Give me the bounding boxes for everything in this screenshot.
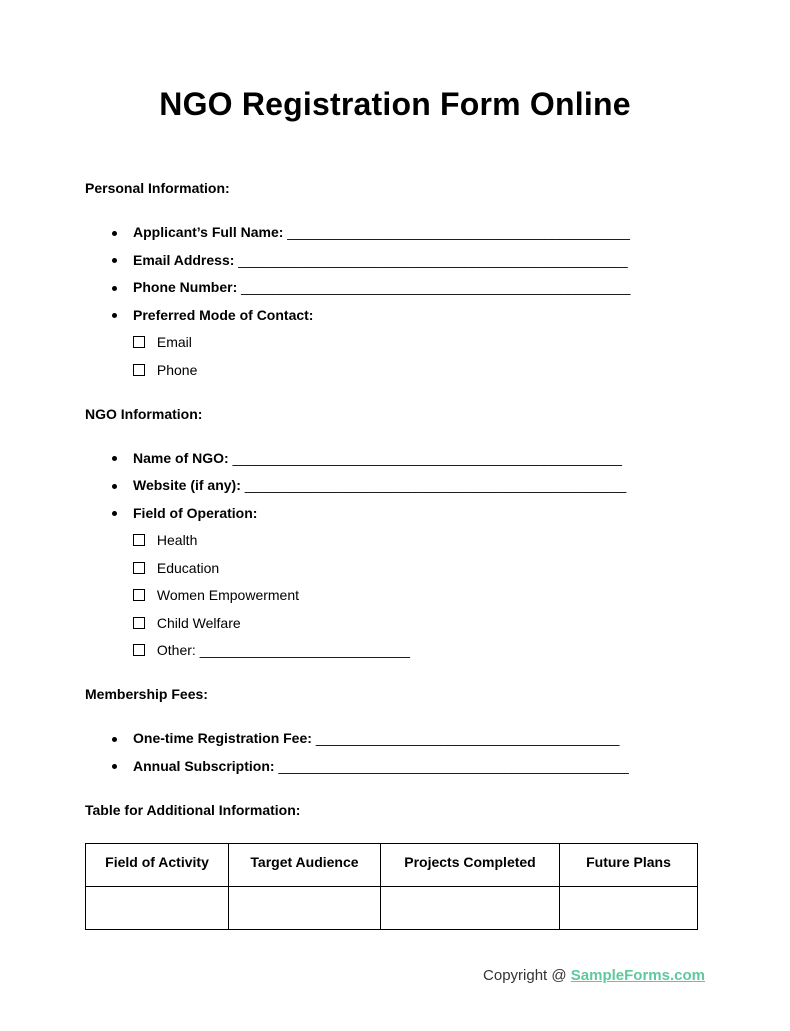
section-heading-additional-information: Table for Additional Information: [85, 801, 301, 818]
checkbox-option-health [85, 527, 705, 555]
phone-number-blank-line[interactable]: __________________________________________________ [241, 279, 631, 295]
form-field-applicant-full-name [85, 219, 705, 247]
checkbox-icon-other[interactable] [133, 644, 145, 656]
section-additional-information [85, 797, 705, 931]
footer [85, 964, 705, 988]
form-field-name-of-ngo [85, 445, 705, 473]
checkbox-option-other [85, 637, 705, 665]
other-blank-line[interactable]: ___________________________ [199, 642, 410, 658]
field-label-phone-number: Phone Number: [133, 279, 238, 295]
bullet-icon [112, 456, 117, 461]
copyright-text: Copyright @ [483, 967, 567, 984]
checkbox-option-child-welfare [85, 610, 705, 638]
page-title: NGO Registration Form Online [159, 86, 631, 122]
checkbox-icon-child-welfare[interactable] [133, 617, 145, 629]
table-cell-future-plans[interactable] [560, 887, 698, 930]
table-header-row [86, 844, 698, 887]
checkbox-icon-women-empowerment[interactable] [133, 589, 145, 601]
checkbox-option-women-empowerment [85, 582, 705, 610]
checkbox-label-education: Education [156, 559, 220, 576]
table-cell-projects-completed[interactable] [381, 887, 560, 930]
bullet-icon [112, 258, 117, 263]
bullet-icon [112, 737, 117, 742]
table-header-future-plans: Future Plans [560, 844, 698, 887]
sampleforms-link[interactable]: SampleForms.com [570, 967, 705, 984]
form-field-annual-subscription [85, 753, 705, 781]
additional-info-table [85, 843, 698, 930]
form-field-field-of-operation [85, 500, 705, 528]
annual-subscription-blank-line[interactable]: _____________________________________________ [278, 757, 629, 774]
form-field-website [85, 472, 705, 500]
checkbox-option-education [85, 555, 705, 583]
field-label-one-time-registration-fee: One-time Registration Fee: [133, 730, 312, 746]
bullet-icon [112, 511, 117, 516]
checkbox-icon-contact-email[interactable] [133, 336, 145, 348]
checkbox-option-contact-phone [85, 357, 705, 385]
form-field-one-time-registration-fee [85, 725, 705, 753]
checkbox-label-health: Health [156, 532, 198, 548]
field-label-field-of-operation: Field of Operation: [133, 504, 258, 521]
name-of-ngo-blank-line[interactable]: __________________________________________________ [232, 449, 622, 466]
section-heading-personal-information: Personal Information: [85, 180, 230, 196]
table-header-field-of-activity: Field of Activity [86, 844, 229, 887]
field-label-email-address: Email Address: [133, 251, 235, 268]
form-field-phone-number [85, 274, 705, 302]
section-personal-information [85, 175, 705, 384]
bullet-icon [112, 313, 117, 318]
field-label-preferred-mode-of-contact: Preferred Mode of Contact: [133, 306, 314, 323]
website-blank-line[interactable]: _________________________________________________ [244, 477, 627, 493]
table-header-target-audience: Target Audience [229, 844, 381, 887]
applicant-full-name-blank-line[interactable]: ____________________________________________ [287, 224, 630, 240]
checkbox-label-women-empowerment: Women Empowerment [156, 587, 300, 603]
checkbox-label-contact-email: Email [156, 334, 192, 350]
checkbox-label-child-welfare: Child Welfare [156, 614, 241, 631]
table-row [86, 887, 698, 930]
checkbox-option-contact-email [85, 329, 705, 357]
table-cell-field-of-activity[interactable] [86, 887, 229, 930]
section-heading-membership-fees: Membership Fees: [85, 686, 208, 702]
checkbox-icon-contact-phone[interactable] [133, 364, 145, 376]
bullet-icon [112, 231, 117, 236]
table-cell-target-audience[interactable] [229, 887, 381, 930]
section-heading-ngo-information: NGO Information: [85, 405, 203, 422]
form-field-email-address [85, 247, 705, 275]
bullet-icon [112, 484, 117, 489]
section-ngo-information [85, 401, 705, 665]
field-label-annual-subscription: Annual Subscription: [133, 757, 275, 774]
checkbox-label-other: Other: [156, 642, 196, 658]
checkbox-icon-education[interactable] [133, 562, 145, 574]
checkbox-label-contact-phone: Phone [156, 361, 198, 378]
email-address-blank-line[interactable]: __________________________________________________ [238, 251, 628, 268]
section-membership-fees [85, 681, 705, 780]
field-label-name-of-ngo: Name of NGO: [133, 449, 229, 466]
field-label-website: Website (if any): [133, 477, 241, 493]
form-field-preferred-mode-of-contact [85, 302, 705, 330]
table-header-projects-completed: Projects Completed [381, 844, 560, 887]
checkbox-icon-health[interactable] [133, 534, 145, 546]
bullet-icon [112, 286, 117, 291]
one-time-registration-fee-blank-line[interactable]: _______________________________________ [315, 730, 620, 746]
field-label-applicant-full-name: Applicant’s Full Name: [133, 224, 284, 240]
bullet-icon [112, 764, 117, 769]
